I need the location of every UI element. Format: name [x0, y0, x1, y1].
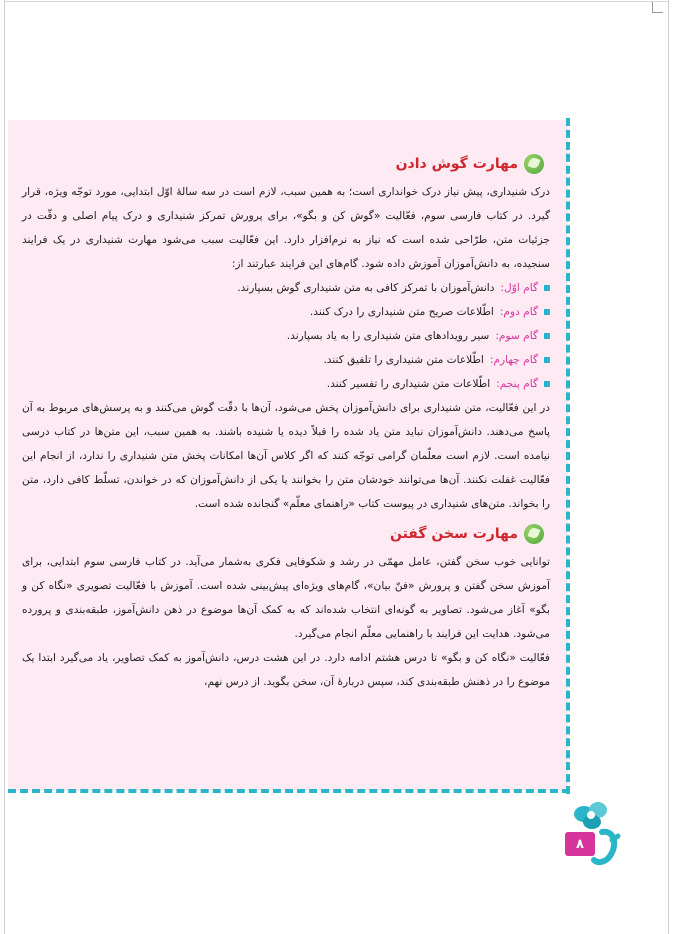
step-label: گام چهارم: [489, 354, 538, 366]
square-bullet-icon [544, 333, 550, 339]
paragraph: توانایی خوب سخن گفتن، عامل مهمّی در رشد و شکوفایی فکری به‌شمار می‌آید. در کتاب فارسی سوم ابتدایی، برای آموزش سخن گفتن و پرورش «فنّ بیان»، گام‌های ویژه‌ای پیش‌بینی شده است. آموزش با فعّالیت تصویری «نگاه کن و بگو» آغاز می‌شود. تصاویر به گونه‌ای انتخاب شده‌اند که به کمک آن‌ها موضوع در ذهن دانش‌آموز، طبقه‌بندی و پرورده می‌شود. هدایت این فرایند با راهنمایی معلّم انجام می‌گیرد. [22, 556, 550, 640]
step-item [22, 372, 550, 396]
section-title: مهارت گوش دادن [395, 156, 518, 172]
leaf-icon [524, 154, 544, 174]
corner-crop-mark [652, 2, 663, 13]
step-item [22, 348, 550, 372]
step-text: اطّلاعات متن شنیداری را تلفیق کنند. [323, 354, 484, 366]
step-label: گام اوّل: [500, 282, 538, 294]
dashed-border-right [566, 118, 570, 794]
section-heading-listening [22, 150, 544, 178]
step-item [22, 324, 550, 348]
top-rule [5, 1, 668, 2]
step-label: گام پنجم: [496, 378, 538, 390]
page-number: ۸ [565, 832, 595, 856]
step-label: گام دوم: [499, 306, 538, 318]
page-edge-right [668, 0, 669, 934]
step-text: اطّلاعات متن شنیداری را تفسیر کنند. [326, 378, 491, 390]
step-item [22, 276, 550, 300]
dashed-border-bottom [8, 789, 570, 793]
section-heading-speaking [22, 520, 544, 548]
square-bullet-icon [544, 309, 550, 315]
leaf-icon [524, 524, 544, 544]
square-bullet-icon [544, 381, 550, 387]
step-item [22, 300, 550, 324]
paragraph: فعّالیت «نگاه کن و بگو» تا درس هشتم ادامه دارد. در این هشت درس، دانش‌آموز به کمک تصاویر، یاد می‌گیرد ابتدا یک موضوع را در ذهنش طبقه‌بندی کند، سپس دربارهٔ آن، سخن بگوید. از درس نهم، [22, 652, 550, 688]
section-title: مهارت سخن گفتن [389, 526, 518, 542]
square-bullet-icon [544, 285, 550, 291]
square-bullet-icon [544, 357, 550, 363]
step-label: گام سوم: [495, 330, 538, 342]
page-edge-left [4, 0, 5, 934]
step-text: اطّلاعات صریح متن شنیداری را درک کنند. [309, 306, 494, 318]
paragraph: درک شنیداری، پیش نیاز درک خوانداری است؛ به همین سبب، لازم است در سه سالهٔ اوّل ابتدایی، مورد توجّه ویژه، قرار گیرد. در کتاب فارسی سوم، فعّالیت «گوش کن و بگو»، برای پرورش تمرکز شنیداری و درک پیام اصلی و دقّت در جزئیات متن، طرّاحی شده است که نیاز به نرم‌افزار دارد. این فعّالیت سبب می‌شود مهارت شنیداری در یک فرایند سنجیده، به دانش‌آموزان آموزش داده شود. گام‌های این فرایند عبارتند از: [22, 186, 550, 270]
step-text: سیر رویدادهای متن شنیداری را به یاد بسپارند. [286, 330, 490, 342]
content-area [22, 150, 550, 694]
paragraph: در این فعّالیت، متن شنیداری برای دانش‌آموزان پخش می‌شود، آن‌ها با دقّت گوش می‌کنند و به پرسش‌های مربوط به آن پاسخ می‌دهند. دانش‌آموزان نباید متن یاد شده را قبلاً دیده یا شنیده باشند. به همین سبب، این متن‌ها در کتاب درسی نیامده است. لازم است معلّمان گرامی توجّه کنند که اگر کلاس آن‌ها امکانات پخش متن شنیداری را ندارد، از انجام این فعّالیت غفلت نکنند. آن‌ها می‌توانند خودشان متن را بخوانند یا یکی از دانش‌آموزان که در خواندن، تسلّط کافی دارد، متن را بخواند. متن‌های شنیداری در پیوست کتاب «راهنمای معلّم» گنجانده شده است. [22, 402, 550, 510]
step-text: دانش‌آموزان با تمرکز کافی به متن شنیداری گوش بسپارند. [237, 282, 495, 294]
